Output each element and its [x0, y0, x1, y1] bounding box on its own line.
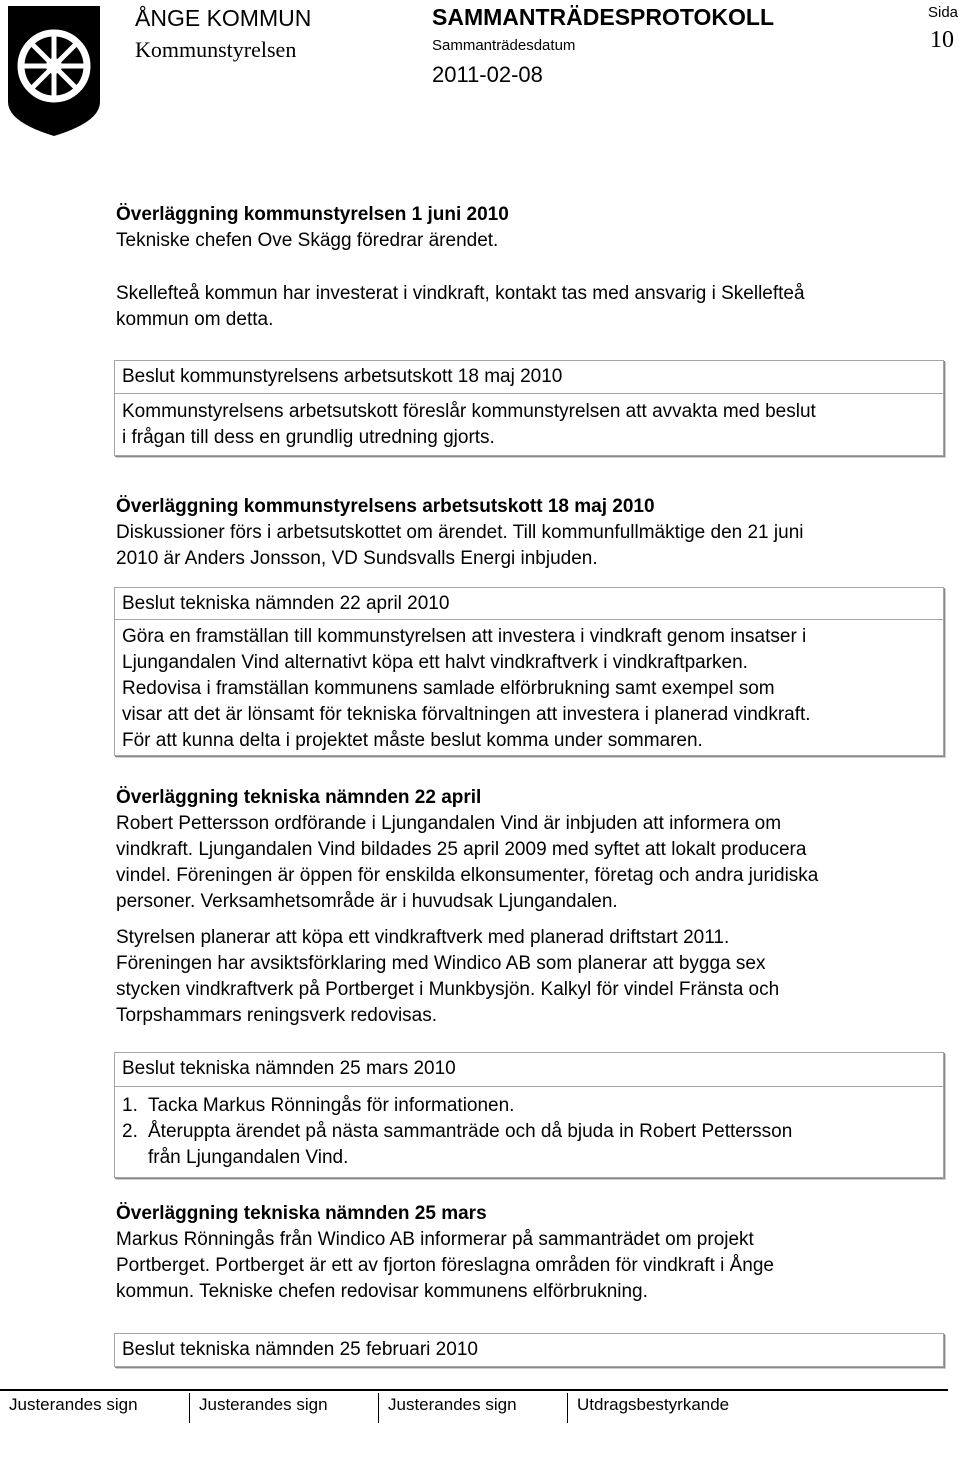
paragraph-line: Tekniske chefen Ove Skägg föredrar ärendet. — [116, 230, 499, 251]
page-number: 10 — [930, 27, 954, 53]
decision-box-tn-april — [114, 587, 944, 756]
document-title: SAMMANTRÄDESPROTOKOLL — [432, 4, 775, 30]
footer-rule — [0, 1389, 948, 1391]
decision-heading: Beslut tekniska nämnden 25 mars 2010 — [122, 1058, 456, 1079]
decision-box-au-may — [114, 360, 944, 456]
footer-cell-certification — [567, 1393, 948, 1423]
section-deliberation-au-may — [116, 494, 946, 572]
paragraph-line: Ljungandalen Vind alternativt köpa ett halvt vindkraftverk i vindkraftparken. — [122, 652, 748, 673]
footer-cell-sign-2 — [189, 1393, 378, 1423]
item-number: 1. — [122, 1095, 138, 1116]
decision-box-header — [115, 1334, 943, 1366]
paragraph-line: Markus Rönningås från Windico AB informerar på sammanträdet om projekt — [116, 1229, 754, 1250]
meeting-date: 2011-02-08 — [432, 62, 543, 87]
paragraph-line: stycken vindkraftverk på Portberget i Munkbysjön. Kalkyl för vindel Fränsta och — [116, 979, 780, 1000]
paragraph-line: Göra en framställan till kommunstyrelsen att investera i vindkraft genom insatser i — [122, 626, 807, 647]
decision-heading: Beslut tekniska nämnden 22 april 2010 — [122, 593, 450, 614]
footer-cell-sign-3 — [378, 1393, 567, 1423]
decision-list — [122, 1093, 939, 1171]
section-heading: Överläggning tekniska nämnden 22 april — [116, 787, 482, 808]
paragraph-line: vindkraft. Ljungandalen Vind bildades 25 april 2009 med syftet att lokalt producera — [116, 839, 807, 860]
item-line: från Ljungandalen Vind. — [148, 1147, 349, 1168]
item-number: 2. — [122, 1121, 138, 1142]
section-deliberation-tn-april — [116, 785, 946, 915]
paragraph-line: Redovisa i framställan kommunens samlade elförbrukning samt exempel som — [122, 678, 775, 699]
decision-box-body — [122, 399, 939, 451]
paragraph-line: personer. Verksamhetsområde är i huvudsak Ljungandalen. — [116, 891, 618, 912]
paragraph-line: 2010 är Anders Jonsson, VD Sundsvalls Energi inbjuden. — [116, 548, 598, 569]
footer-label: Justerandes sign — [388, 1395, 517, 1414]
paragraph-line: Diskussioner förs i arbetsutskottet om ärendet. Till kommunfullmäktige den 21 juni — [116, 522, 804, 543]
section-deliberation-ks-june — [116, 202, 946, 254]
paragraph-line: kommun. Tekniske chefen redovisar kommunens elförbrukning. — [116, 1281, 648, 1302]
paragraph-line: kommun om detta. — [116, 309, 274, 330]
paragraph-line: Robert Pettersson ordförande i Ljungandalen Vind är inbjuden att informera om — [116, 813, 782, 834]
decision-box-header — [115, 588, 943, 620]
item-line: Tacka Markus Rönningås för informationen. — [148, 1095, 515, 1116]
paragraph-line: vindel. Föreningen är öppen för enskilda elkonsumenter, företag och andra juridiska — [116, 865, 819, 886]
ange-kommun-logo — [6, 4, 102, 138]
page-label: Sida — [928, 4, 959, 21]
paragraph-line: Skellefteå kommun har investerat i vindkraft, kontakt tas med ansvarig i Skellefteå — [116, 283, 805, 304]
decision-box-header — [115, 1053, 943, 1087]
section-heading: Överläggning kommunstyrelsens arbetsutskott 18 maj 2010 — [116, 496, 655, 517]
decision-box-tn-february — [114, 1333, 944, 1367]
footer-label: Justerandes sign — [199, 1395, 328, 1414]
paragraph-line: Torpshammars reningsverk redovisas. — [116, 1005, 438, 1026]
paragraph-skelleftea — [116, 281, 946, 333]
decision-heading: Beslut tekniska nämnden 25 februari 2010 — [122, 1339, 478, 1360]
paragraph-line: i frågan till dess en grundlig utredning gjorts. — [122, 427, 495, 448]
item-line: Återuppta ärendet på nästa sammanträde och då bjuda in Robert Pettersson — [148, 1121, 793, 1142]
board-name: Kommunstyrelsen — [135, 37, 297, 62]
paragraph-line: Kommunstyrelsens arbetsutskott föreslår kommunstyrelsen att avvakta med beslut — [122, 401, 816, 422]
decision-heading: Beslut kommunstyrelsens arbetsutskott 18 maj 2010 — [122, 366, 563, 387]
paragraph-line: För att kunna delta i projektet måste beslut komma under sommaren. — [122, 730, 703, 751]
footer-label: Justerandes sign — [9, 1395, 138, 1414]
paragraph-line: Styrelsen planerar att köpa ett vindkraftverk med planerad driftstart 2011. — [116, 927, 730, 948]
footer-label: Utdragsbestyrkande — [577, 1395, 730, 1414]
decision-box-tn-march — [114, 1052, 944, 1178]
decision-box-header — [115, 361, 943, 394]
decision-item — [122, 1093, 939, 1119]
section-heading: Överläggning tekniska nämnden 25 mars — [116, 1203, 487, 1224]
decision-item — [122, 1119, 939, 1171]
paragraph-line: Portberget. Portberget är ett av fjorton föreslagna områden för vindkraft i Ånge — [116, 1255, 774, 1276]
decision-box-body — [122, 624, 939, 754]
paragraph-line: visar att det är lönsamt för tekniska förvaltningen att investera i planerad vindkraft. — [122, 704, 811, 725]
paragraph-board-plans — [116, 925, 946, 1029]
section-heading: Överläggning kommunstyrelsen 1 juni 2010 — [116, 204, 509, 225]
municipality-name: ÅNGE KOMMUN — [135, 5, 312, 31]
footer-cell-sign-1 — [0, 1393, 188, 1423]
paragraph-line: Föreningen har avsiktsförklaring med Windico AB som planerar att bygga sex — [116, 953, 766, 974]
section-deliberation-tn-march — [116, 1201, 946, 1305]
meeting-date-label: Sammanträdesdatum — [432, 37, 576, 54]
